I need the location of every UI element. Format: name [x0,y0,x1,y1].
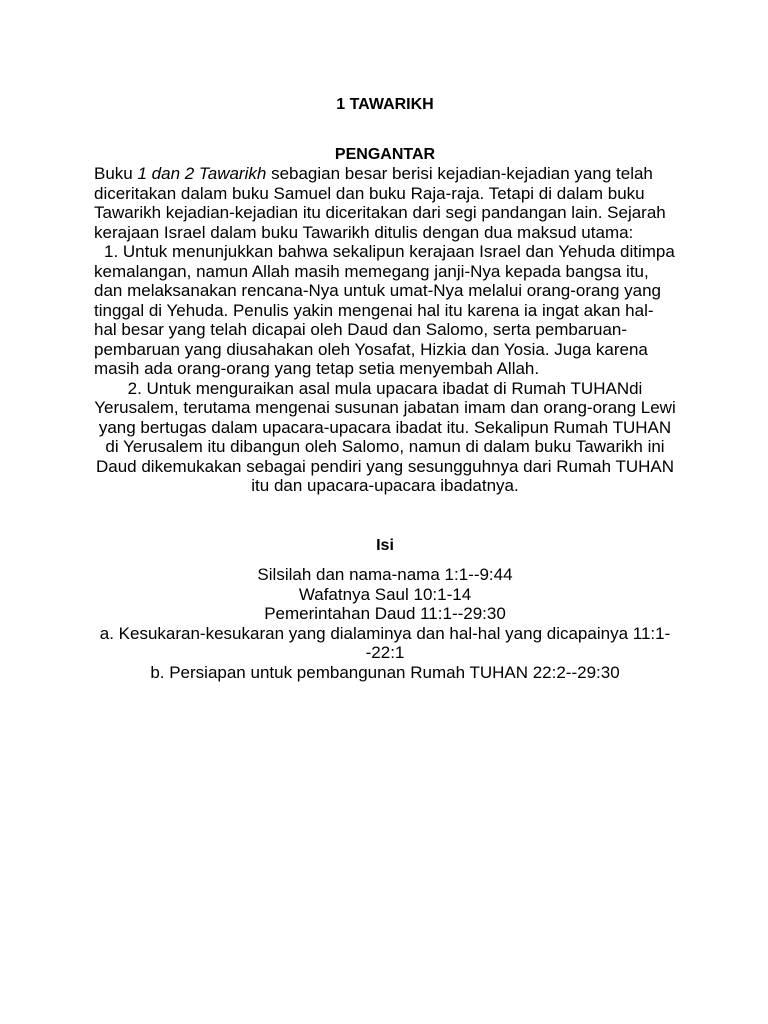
point-1-paragraph: 1. Untuk menunjukkan bahwa sekalipun kerajaan Israel dan Yehuda ditimpa kemalangan, namun Allah masih memegang janji-Nya kepada bangsa itu, dan melaksanakan rencana-Nya untuk umat-Nya melalui orang-orang yang tinggal di Yehuda. Penulis yakin mengenai hal itu karena ia ingat akan hal-hal besar yang telah dicapai oleh Daud dan Salomo, serta pembaruan-pembaruan yang diusahakan oleh Yosafat, Hizkia dan Yosia. Juga karena masih ada orang-orang yang tetap setia menyembah Allah. [94,242,675,378]
contents-item: Pemerintahan Daud 11:1--29:30 [264,604,506,623]
section-heading-pengantar: PENGANTAR [334,145,436,163]
document-title: 1 TAWARIKH [336,96,434,113]
contents-list [94,565,676,682]
intro-paragraph [94,164,676,242]
intro-prefix: Buku [94,164,138,183]
contents-item: b. Persiapan untuk pembangunan Rumah TUHAN 22:2--29:30 [150,662,620,682]
point-2-paragraph: 2. Untuk menguraikan asal mula upacara ibadat di Rumah TUHANdi Yerusalem, terutama mengenai susunan jabatan imam dan orang-orang Lewi yang bertugas dalam upacara-upacara ibadat itu. Sekalipun Rumah TUHAN di Yerusalem itu dibangun oleh Salomo, namun di dalam buku Tawarikh ini Daud dikemukakan sebagai pendiri yang sesungguhnya dari Rumah TUHAN itu dan upacara-upacara ibadatnya. [94,378,676,495]
contents-item: a. Kesukaran-kesukaran yang dialaminya dan hal-hal yang dicapainya 11:1--22:1 [99,623,671,662]
contents-heading: Isi [376,536,394,554]
intro-rest: sebagian besar berisi kejadian-kejadian yang telah diceritakan dalam buku Samuel dan buku Raja-raja. Tetapi di dalam buku Tawarikh kejadian-kejadian itu diceritakan dari segi pandangan lain. Sejarah kerajaan Israel dalam buku Tawarikh ditulis dengan dua maksud utama: [94,164,666,242]
contents-item: Wafatnya Saul 10:1-14 [298,584,472,604]
contents-item: Silsilah dan nama-nama 1:1--9:44 [257,565,513,584]
book-title-italic: 1 dan 2 Tawarikh [137,164,267,183]
document-page [94,95,676,682]
